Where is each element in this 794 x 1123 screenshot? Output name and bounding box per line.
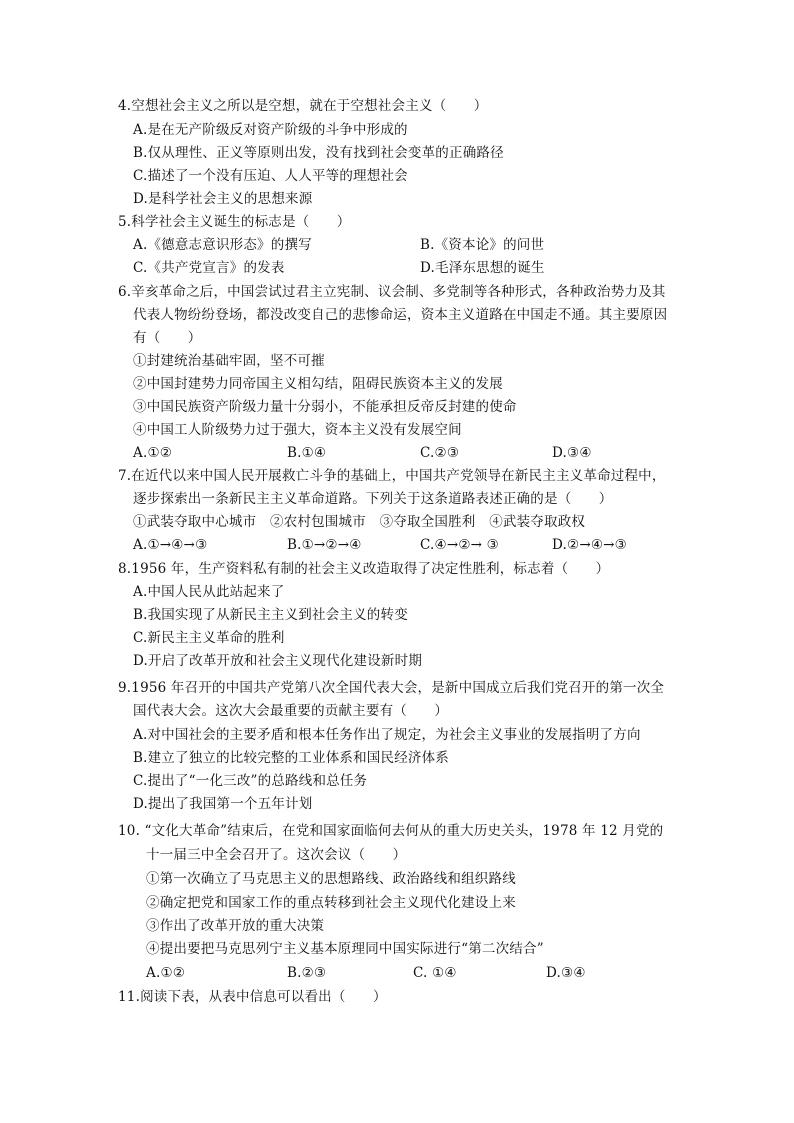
question-5-option-b: B.《资本论》的问世 — [420, 237, 545, 253]
question-10-option-a: A.①② — [146, 965, 186, 981]
question-4-stem: 4.空想社会主义之所以是空想，就在于空想社会主义（ ） — [118, 98, 488, 114]
question-10-item: ②确定把党和国家工作的重点转移到社会主义现代化建设上来 — [146, 895, 516, 911]
question-6-item: ③中国民族资产阶级力量十分弱小，不能承担反帝反封建的使命 — [133, 399, 517, 415]
question-7-option-b: B.①→②→④ — [287, 537, 362, 553]
question-7-items: ①武装夺取中心城市 ②农村包围城市 ③夺取全国胜利 ④武装夺取政权 — [133, 514, 586, 530]
question-7-option-a: A.①→④→③ — [133, 537, 208, 553]
question-10-item: ④提出要把马克思列宁主义基本原理同中国实际进行“第二次结合” — [146, 941, 544, 957]
question-7-stem: 7.在近代以来中国人民开展救亡斗争的基础上，中国共产党领导在新民主主义革命过程中， — [118, 468, 666, 484]
question-8-option-a: A.中国人民从此站起来了 — [133, 584, 285, 600]
question-6-item: ②中国封建势力同帝国主义相勾结，阻碍民族资本主义的发展 — [133, 376, 503, 392]
question-4-option-d: D.是科学社会主义的思想来源 — [133, 191, 313, 207]
question-7-stem-cont: 逐步探索出一条新民主主义革命道路。下列关于这条道路表述正确的是（ ） — [133, 491, 613, 507]
question-9-option-d: D.提出了我国第一个五年计划 — [133, 796, 313, 812]
question-10-item: ①第一次确立了马克思主义的思想路线、政治路线和组织路线 — [146, 871, 516, 887]
question-6-option-b: B.①④ — [287, 445, 327, 461]
question-6-option-d: D.③④ — [552, 445, 592, 461]
question-4-option-a: A.是在无产阶级反对资产阶级的斗争中形成的 — [133, 122, 408, 138]
question-10-option-b: B.②③ — [287, 965, 327, 981]
question-6-option-c: C.②③ — [420, 445, 460, 461]
question-5-option-d: D.毛泽东思想的诞生 — [420, 260, 545, 276]
question-4-option-b: B.仅从理性、正义等原则出发，没有找到社会变革的正确路径 — [133, 145, 504, 161]
question-6-stem-cont: 代表人物纷纷登场，都没改变自己的悲惨命运，资本主义道路在中国走不通。其主要原因 — [133, 307, 668, 323]
question-9-stem: 9.1956 年召开的中国共产党第八次全国代表大会，是新中国成立后我们党召开的第一次全 — [118, 680, 665, 696]
question-10-stem: 10. “文化大革命”结束后，在党和国家面临何去何从的重大历史关头，1978 年 12 月党的 — [118, 823, 664, 839]
question-9-stem-cont: 国代表大会。这次大会最重要的贡献主要有（ ） — [133, 703, 449, 719]
question-5-stem: 5.科学社会主义诞生的标志是（ ） — [118, 214, 351, 230]
question-5-option-c: C.《共产党宣言》的发表 — [133, 260, 285, 276]
question-8-stem: 8.1956 年，生产资料私有制的社会主义改造取得了决定性胜利，标志着（ ） — [118, 561, 610, 577]
question-10-item: ③作出了改革开放的重大决策 — [146, 918, 325, 934]
question-8-option-b: B.我国实现了从新民主主义到社会主义的转变 — [133, 607, 408, 623]
question-6-stem: 6.辛亥革命之后，中国尝试过君主立宪制、议会制、多党制等各种形式，各种政治势力及其 — [118, 284, 666, 300]
question-5-option-a: A.《德意志意识形态》的撰写 — [133, 237, 312, 253]
question-11-stem: 11.阅读下表，从表中信息可以看出（ ） — [118, 989, 387, 1005]
question-7-option-c: C.④→②→ ③ — [420, 537, 499, 553]
question-9-option-c: C.提出了“一化三改”的总路线和总任务 — [133, 773, 368, 789]
question-6-option-a: A.①② — [133, 445, 173, 461]
question-10-option-c: C. ①④ — [413, 965, 457, 981]
question-6-item: ④中国工人阶级势力过于强大，资本主义没有发展空间 — [133, 422, 462, 438]
question-9-option-a: A.对中国社会的主要矛盾和根本任务作出了规定，为社会主义事业的发展指明了方向 — [133, 727, 641, 743]
question-6-item: ①封建统治基础牢固，坚不可摧 — [133, 353, 325, 369]
question-6-stem-cont: 有（ ） — [133, 330, 202, 346]
question-10-option-d: D.③④ — [546, 965, 586, 981]
question-4-option-c: C.描述了一个没有压迫、人人平等的理想社会 — [133, 168, 408, 184]
question-8-option-d: D.开启了改革开放和社会主义现代化建设新时期 — [133, 653, 423, 669]
question-10-stem-cont: 十一届三中全会召开了。这次会议（ ） — [146, 847, 407, 863]
question-7-option-d: D.②→④→③ — [552, 537, 627, 553]
question-9-option-b: B.建立了独立的比较完整的工业体系和国民经济体系 — [133, 750, 450, 766]
question-8-option-c: C.新民主主义革命的胜利 — [133, 630, 285, 646]
